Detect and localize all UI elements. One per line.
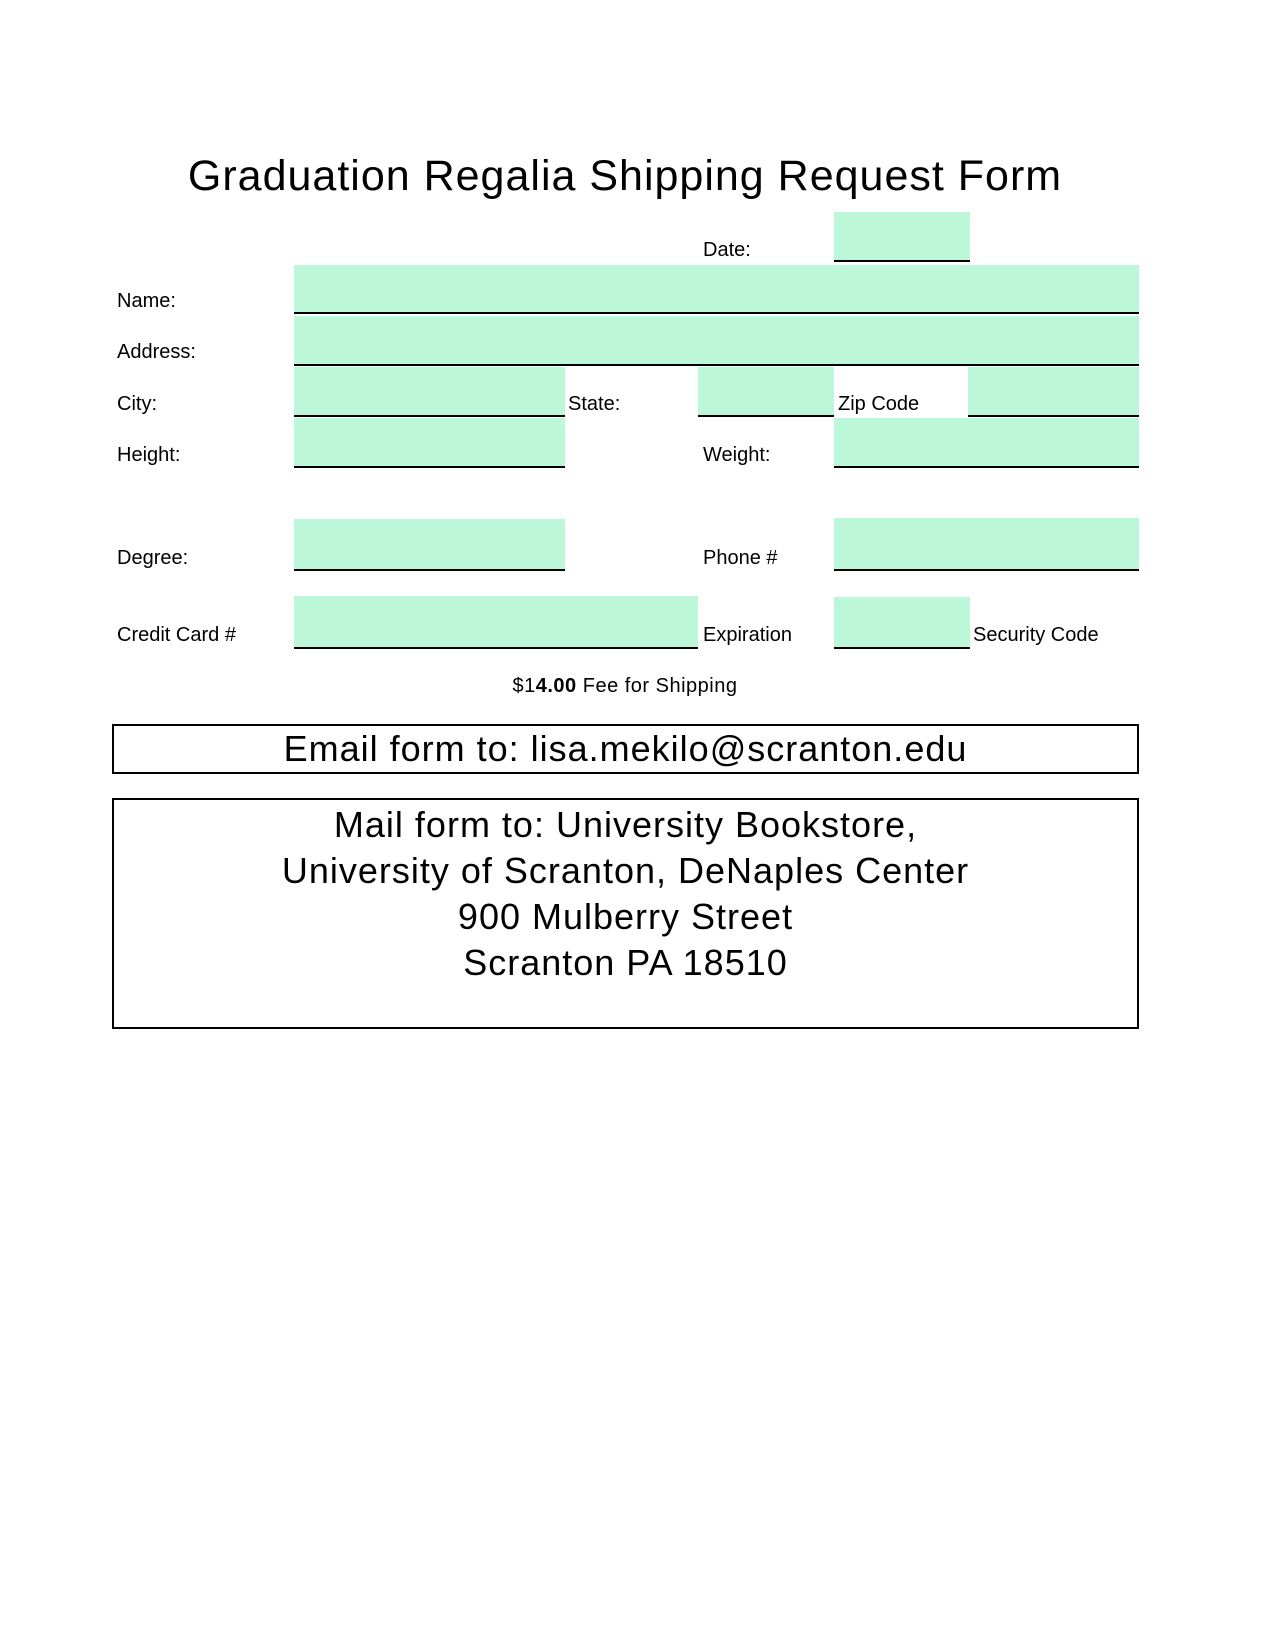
mail-line: University of Scranton, DeNaples Center	[281, 850, 970, 891]
phone-field[interactable]	[834, 518, 1139, 571]
city-label: City:	[117, 393, 157, 415]
name-field[interactable]	[294, 265, 1139, 314]
degree-field[interactable]	[294, 519, 565, 571]
page-title: Graduation Regalia Shipping Request Form	[187, 152, 1063, 200]
email-instructions: Email form to: lisa.mekilo@scranton.edu	[283, 728, 968, 769]
state-label: State:	[568, 393, 621, 415]
fee-amount: 4.00	[535, 675, 577, 697]
city-field[interactable]	[294, 367, 565, 417]
mail-line: Scranton PA 18510	[463, 942, 788, 983]
credit-card-label: Credit Card #	[117, 624, 236, 646]
degree-label: Degree:	[117, 547, 189, 569]
height-field[interactable]	[294, 418, 565, 468]
mail-line: Mail form to: University Bookstore,	[333, 804, 918, 845]
fee-suffix: Fee for Shipping	[576, 675, 738, 697]
date-label: Date:	[703, 239, 751, 261]
weight-field[interactable]	[834, 418, 1139, 468]
date-field[interactable]	[834, 212, 970, 262]
security-code-label: Security Code	[973, 624, 1099, 646]
phone-label: Phone #	[703, 547, 778, 569]
expiration-label: Expiration	[703, 624, 792, 646]
address-label: Address:	[117, 341, 196, 363]
address-field[interactable]	[294, 316, 1139, 366]
mail-line: 900 Mulberry Street	[457, 896, 794, 937]
name-label: Name:	[117, 290, 176, 312]
state-field[interactable]	[698, 367, 834, 417]
email-instructions-box	[112, 724, 1139, 774]
fee-prefix: $1	[512, 675, 536, 697]
zip-code-field[interactable]	[968, 367, 1139, 417]
zip-code-label: Zip Code	[838, 393, 920, 415]
expiration-field[interactable]	[834, 597, 970, 649]
mail-instructions-box	[112, 798, 1139, 1029]
height-label: Height:	[117, 444, 181, 466]
weight-label: Weight:	[703, 444, 771, 466]
credit-card-field[interactable]	[294, 596, 698, 649]
shipping-fee-note	[0, 675, 1250, 698]
